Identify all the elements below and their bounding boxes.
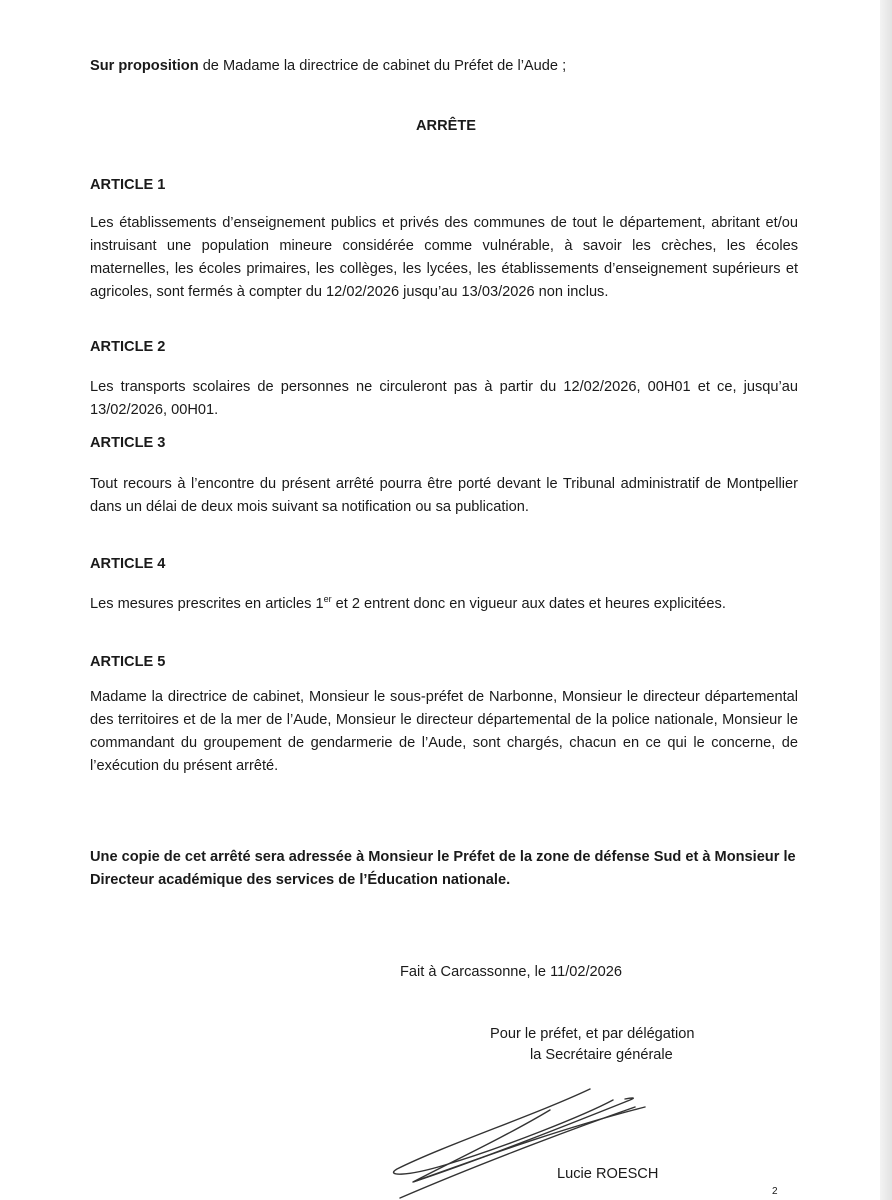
article-5-title: ARTICLE 5 bbox=[90, 654, 166, 670]
intro-rest: de Madame la directrice de cabinet du Préfet de l’Aude ; bbox=[198, 58, 567, 74]
article-4-text-after: et 2 entrent donc en vigueur aux dates et heures explicitées. bbox=[331, 596, 726, 612]
copy-notice: Une copie de cet arrêté sera adressée à Monsieur le Préfet de la zone de défense Sud et à Monsieur le Directeur académique des services de l’Éducation nationale. bbox=[90, 849, 796, 888]
place-date: Fait à Carcassonne, le 11/02/2026 bbox=[400, 964, 623, 980]
article-3-text: Tout recours à l’encontre du présent arrêté pourra être porté devant le Tribunal administratif de Montpellier dans un délai de deux mois suivant sa notification ou sa publication. bbox=[90, 476, 798, 515]
page-number: 2 bbox=[772, 1186, 778, 1197]
article-1-text: Les établissements d’enseignement publics et privés des communes de tout le département, abritant et/ou instruisant une population mineure considérée comme vulnérable, à savoir les crèches, les écoles maternelles, les écoles primaires, les collèges, les lycées, les établissements d’enseignement supérieurs et agricoles, sont fermés à compter du 12/02/2026 jusqu’au 13/03/2026 non inclus. bbox=[90, 215, 798, 300]
article-4-superscript: er bbox=[323, 594, 332, 605]
article-4-text-before: Les mesures prescrites en articles 1 bbox=[90, 596, 324, 612]
intro-line bbox=[90, 55, 798, 78]
page-edge-shadow bbox=[880, 0, 892, 1200]
decree-heading: ARRÊTE bbox=[416, 118, 476, 134]
article-4-title: ARTICLE 4 bbox=[90, 556, 166, 572]
article-1-title: ARTICLE 1 bbox=[90, 177, 166, 193]
delegation-line-2: la Secrétaire générale bbox=[530, 1047, 673, 1063]
delegation-line-1: Pour le préfet, et par délégation bbox=[490, 1026, 695, 1042]
signatory-name: Lucie ROESCH bbox=[557, 1166, 659, 1182]
article-5-text: Madame la directrice de cabinet, Monsieur le sous-préfet de Narbonne, Monsieur le directeur départemental des territoires et de la mer de l’Aude, Monsieur le directeur départemental de la police nationale, Monsieur le commandant du groupement de gendarmerie de l’Aude, sont chargés, chacun en ce qui le concerne, de l’exécution du présent arrêté. bbox=[90, 689, 798, 774]
article-4-text bbox=[90, 593, 798, 616]
handwritten-signature bbox=[385, 1085, 685, 1200]
intro-bold: Sur proposition bbox=[90, 58, 199, 74]
article-2-text: Les transports scolaires de personnes ne circuleront pas à partir du 12/02/2026, 00H01 et ce, jusqu’au 13/02/2026, 00H01. bbox=[90, 379, 798, 418]
article-2-title: ARTICLE 2 bbox=[90, 339, 166, 355]
article-3-title: ARTICLE 3 bbox=[90, 435, 166, 451]
